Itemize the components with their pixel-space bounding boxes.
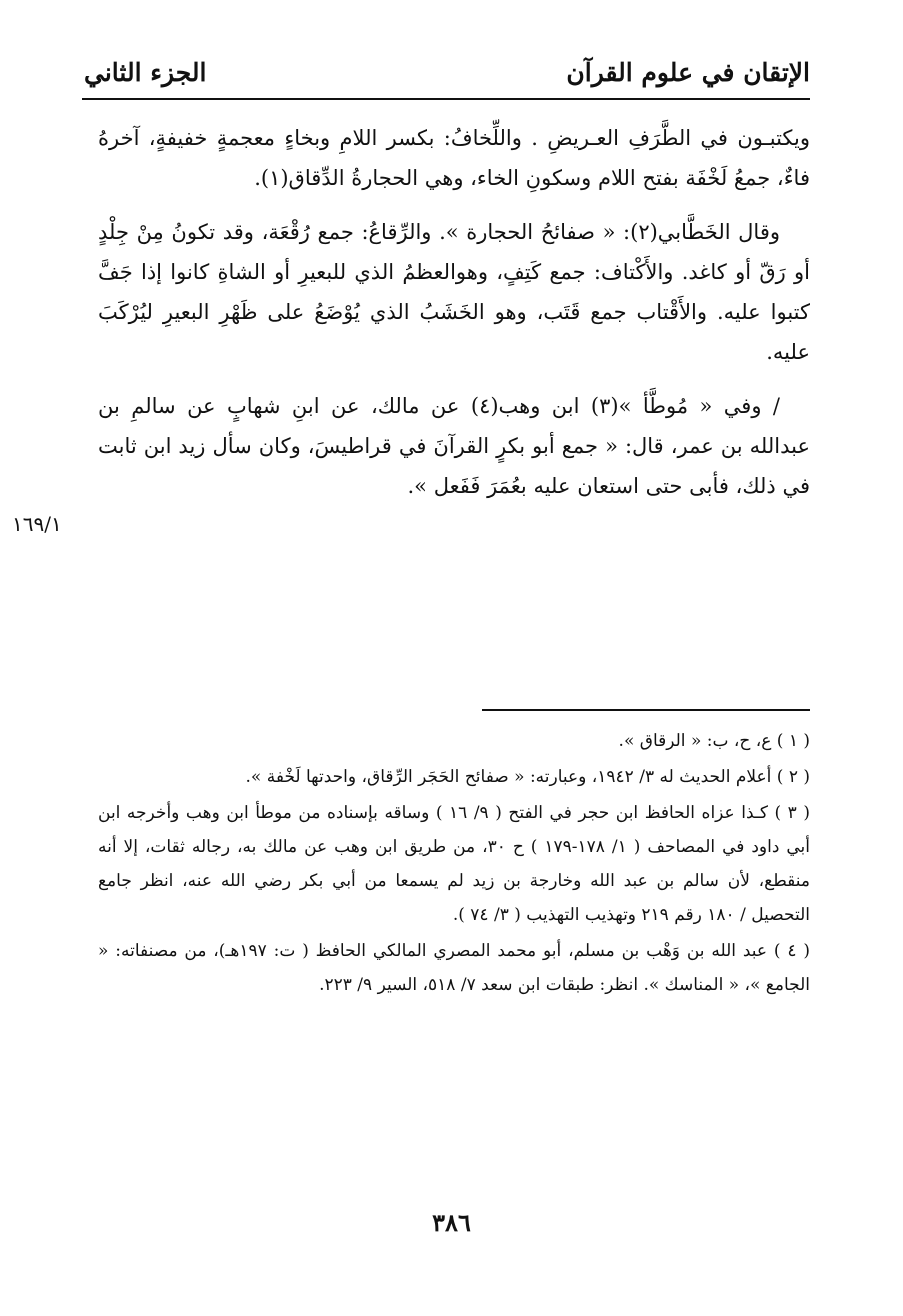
- footnote: ( ٣ ) كـذا عزاه الحافظ ابن حجر في الفتح ( ٩/ ١٦ ) وساقه بإسناده من موطأ ابن وهب وأخرجه ابن أبي داود في المصاحف ( ١/ ١٧٨-١٧٩ ) ح ٣٠، من طريق ابن وهب عن مالك به، رجاله ثقات، إلا أنه منقطع، لأن سالم بن عبد الله وخارجة بن زيد لم يسمعا من أبي بكر رضي الله عنه، انظر جامع التحصيل / ١٨٠ رقم ٢١٩ وتهذيب التهذيب ( ٣/ ٧٤ ).: [98, 803, 811, 925]
- footnote: ( ١ ) ع، ح، ب: « الرقاق ».: [618, 731, 810, 751]
- footnote-divider: [482, 709, 810, 711]
- footnote: ( ٤ ) عبد الله بن وَهْب بن مسلم، أبو محمد المصري المالكي الحافظ ( ت: ١٩٧هـ)، من مصنفاته: « الجامع »، « المناسك ». انظر: طبقات ابن سعد ٧/ ٥١٨، السير ٩/ ٢٢٣.: [98, 941, 810, 995]
- running-header: [82, 52, 810, 100]
- part-label: الجزء الثاني: [84, 58, 207, 87]
- manuscript-folio-reference: ١٦٩/١: [12, 512, 62, 536]
- paragraph: / وفي « مُوطَّأ »(٣) ابن وهب(٤) عن مالك، عن ابنِ شهابٍ عن سالمِ بن عبدالله بن عمر، قال: « جمع أبو بكرٍ القرآنَ في قراطيسَ، وكان سأل زيد ابن ثابت في ذلك، فأبى حتى استعان عليه بعُمَرَ فَفَعل ».: [98, 394, 810, 498]
- footnote: ( ٢ ) أعلام الحديث له ٣/ ١٩٤٢، وعبارته: « صفائح الحَجَر الرِّقاق، واحدتها لَخْفة ».: [245, 767, 810, 787]
- paragraph: ويكتبـون في الطَّرَفِ العـريضِ . واللِّخافُ: بكسر اللامِ وبخاءٍ معجمةٍ خفيفةٍ، آخرهُ فاءٌ، جمعُ لَخْفَة بفتح اللام وسكونِ الخاء، وهي الحجارةُ الدِّقاق(١).: [98, 126, 810, 190]
- main-text: [98, 118, 810, 520]
- book-title: الإتقان في علوم القرآن: [566, 58, 810, 87]
- footnotes: [98, 724, 810, 1004]
- page-number: ٣٨٦: [432, 1208, 471, 1237]
- paragraph: وقال الخَطَّابي(٢): « صفائحُ الحجارة ». والرِّقاعُ: جمع رُقْعَة، وقد تكونُ مِنْ جِلْدٍ أو رَقّ أو كاغد. والأَكْتاف: جمع كَتِفٍ، وهوالعظمُ الذي للبعيرِ أو الشاةِ كانوا إذا جَفَّ كتبوا عليه. والأَقْتاب جمع قَتَب، وهو الخَشَبُ الذي يُوْضَعُ على ظَهْرِ البعيرِ ليُرْكَبَ عليه.: [98, 220, 810, 364]
